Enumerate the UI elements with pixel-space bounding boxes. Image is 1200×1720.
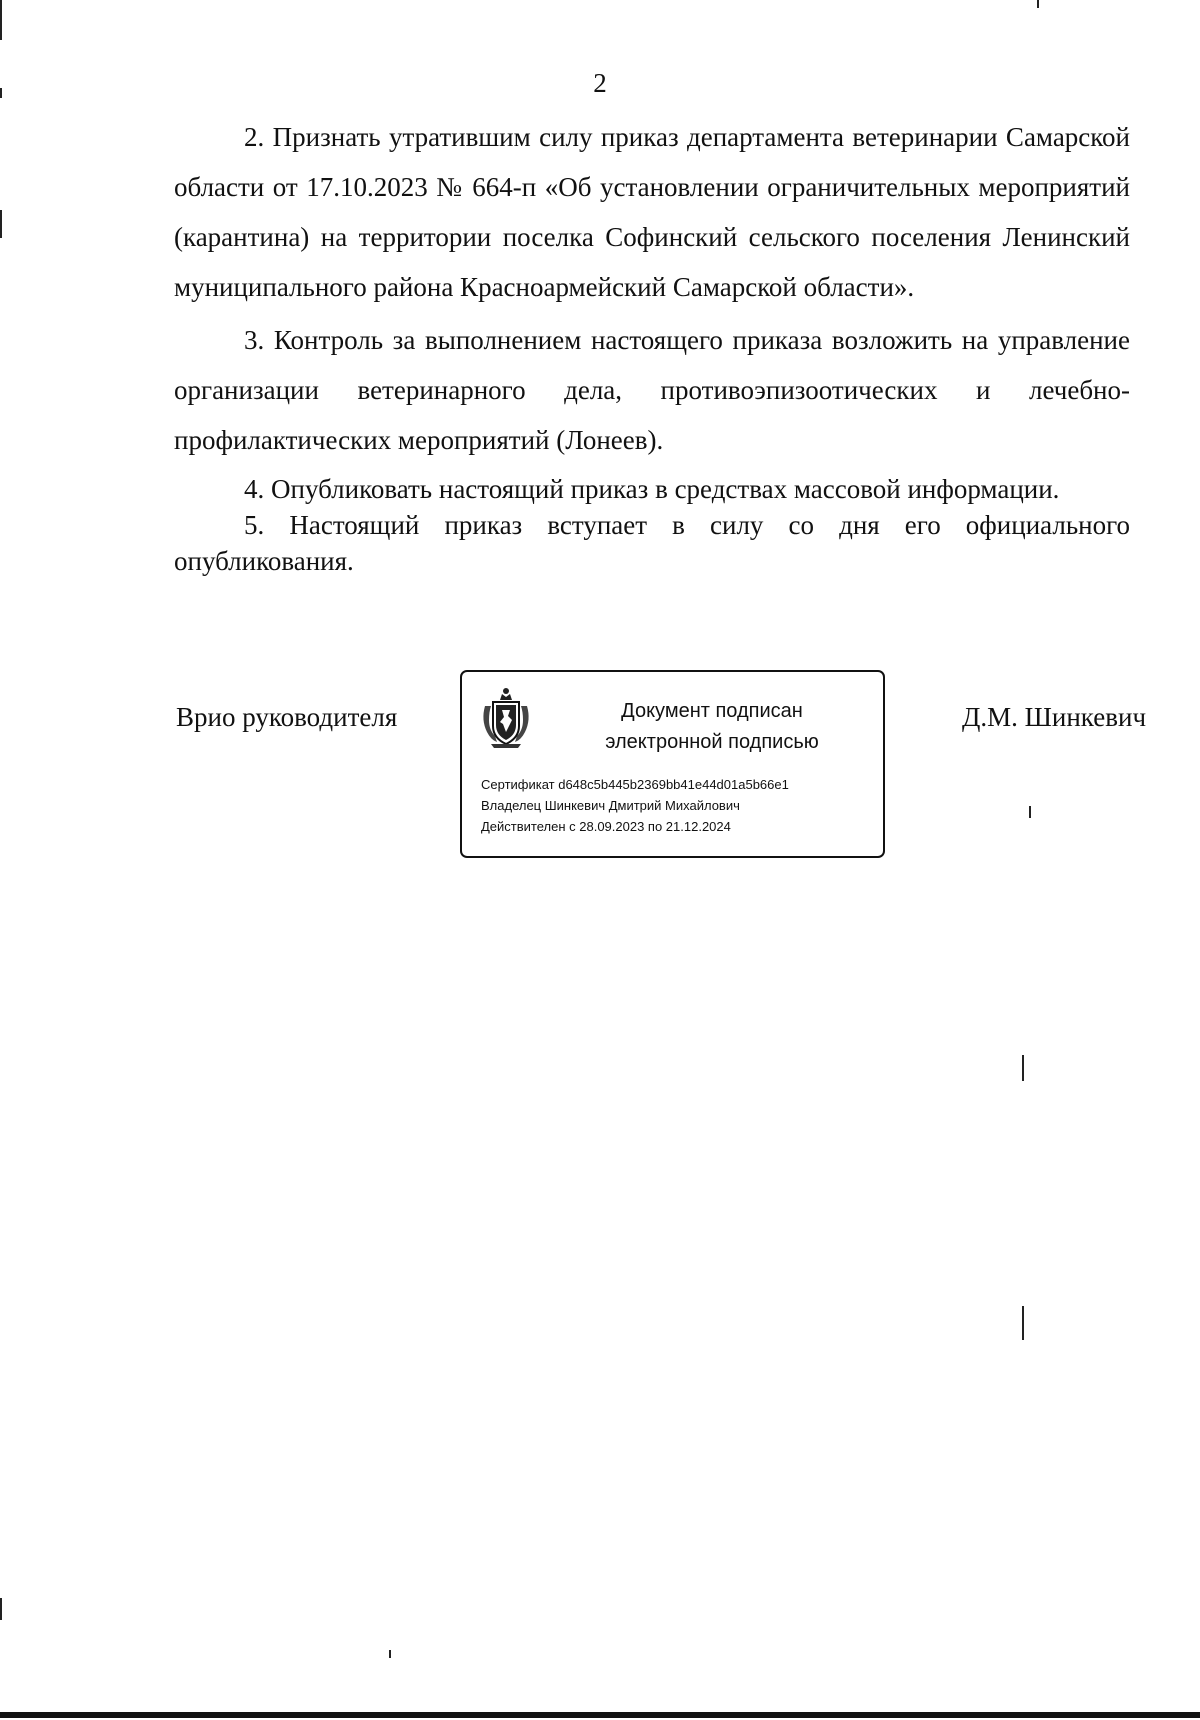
scan-mark <box>1022 1055 1024 1081</box>
scan-mark <box>1029 806 1031 818</box>
signatory-name: Д.М. Шинкевич <box>962 702 1147 732</box>
scan-mark <box>1022 1306 1024 1340</box>
paragraph-3: 3. Контроль за выполнением настоящего приказа возложить на управление организации ветеринарного дела, противоэпизоотических и лечебно-профилактических мероприятий (Лонеев). <box>174 325 1130 455</box>
stamp-title-line-1: Документ подписан <box>621 700 803 722</box>
scan-mark <box>0 1598 2 1620</box>
scan-mark <box>0 0 2 40</box>
stamp-owner: Владелец Шинкевич Дмитрий Михайлович <box>481 798 740 813</box>
signatory-position: Врио руководителя <box>176 702 398 732</box>
stamp-validity: Действителен с 28.09.2023 по 21.12.2024 <box>481 819 731 834</box>
e-signature-stamp <box>460 670 885 858</box>
paragraph-5: 5. Настоящий приказ вступает в силу со дня его официального опубликования. <box>174 510 1130 576</box>
page-bottom-edge <box>0 1712 1200 1718</box>
page-number: 2 <box>593 68 607 98</box>
order-text <box>174 112 1130 579</box>
stamp-details <box>481 774 876 837</box>
stamp-certificate: Сертификат d648c5b445b2369bb41e44d01a5b66e1 <box>481 777 789 792</box>
scan-mark <box>0 88 2 98</box>
samara-region-coat-of-arms-icon <box>481 686 531 750</box>
scan-mark <box>1037 0 1039 8</box>
stamp-title-line-2: электронной подписью <box>605 731 819 753</box>
stamp-title <box>552 696 872 758</box>
scan-mark <box>389 1650 391 1658</box>
scan-mark <box>0 210 2 238</box>
paragraph-2: 2. Признать утратившим силу приказ департамента ветеринарии Самарской области от 17.10.2023 № 664-п «Об установлении ограничительных мероприятий (карантина) на территории поселка Софинский сельского поселения Ленинский муниципального района Красноармейский Самарской области». <box>174 122 1130 302</box>
paragraph-4: 4. Опубликовать настоящий приказ в средствах массовой информации. <box>244 474 1060 504</box>
